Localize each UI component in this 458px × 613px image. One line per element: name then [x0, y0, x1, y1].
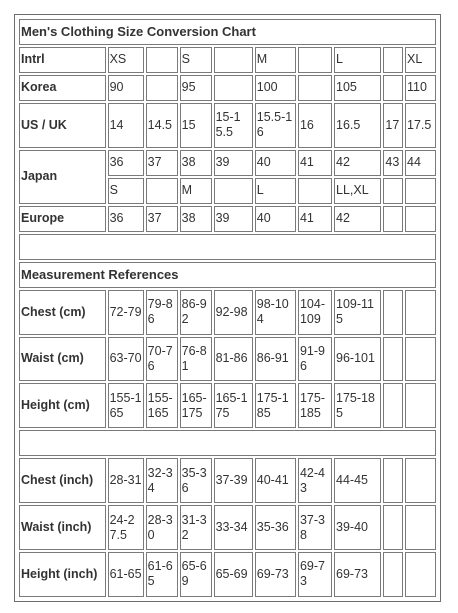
size-cell: 76-81	[180, 337, 212, 382]
size-cell	[383, 552, 403, 597]
size-cell: 37-39	[214, 458, 253, 503]
size-cell: 17	[383, 103, 403, 148]
size-cell	[383, 178, 403, 204]
size-cell: 72-79	[108, 290, 144, 335]
size-cell: 42	[334, 150, 381, 176]
size-cell: 44-45	[334, 458, 381, 503]
size-cell: M	[255, 47, 296, 73]
row-label: Korea	[19, 75, 106, 101]
size-cell: 63-70	[108, 337, 144, 382]
row-korea	[19, 75, 436, 101]
size-cell: 35-36	[255, 505, 296, 550]
row-inch	[19, 505, 436, 550]
size-cell	[383, 458, 403, 503]
size-cell	[383, 383, 403, 428]
size-cell: S	[108, 178, 144, 204]
size-cell	[146, 178, 178, 204]
size-cell: 79-86	[146, 290, 178, 335]
size-cell: 81-86	[214, 337, 253, 382]
measurement-title-cell: Measurement References	[19, 262, 436, 288]
size-cell: XL	[405, 47, 436, 73]
size-cell: 33-34	[214, 505, 253, 550]
size-cell: 69-73	[255, 552, 296, 597]
size-cell: 95	[180, 75, 212, 101]
size-cell: 69-73	[298, 552, 332, 597]
size-cell: 35-36	[180, 458, 212, 503]
size-cell	[405, 290, 436, 335]
size-cell: 175-185	[255, 383, 296, 428]
size-cell	[383, 206, 403, 232]
size-cell	[405, 337, 436, 382]
size-cell: 155-165	[108, 383, 144, 428]
size-cell: 28-31	[108, 458, 144, 503]
size-cell: 16.5	[334, 103, 381, 148]
size-cell: 65-69	[214, 552, 253, 597]
row-japan-numeric	[19, 150, 436, 176]
row-label: Waist (inch)	[19, 505, 106, 550]
size-cell	[383, 505, 403, 550]
size-cell: LL,XL	[334, 178, 381, 204]
size-cell: 96-101	[334, 337, 381, 382]
size-cell: 175-185	[334, 383, 381, 428]
size-cell: 41	[298, 150, 332, 176]
size-cell	[405, 178, 436, 204]
chart-title-cell: Men's Clothing Size Conversion Chart	[19, 19, 436, 45]
size-cell	[214, 47, 253, 73]
size-cell: 39	[214, 206, 253, 232]
size-cell: S	[180, 47, 212, 73]
size-cell: 32-34	[146, 458, 178, 503]
size-cell: 165-175	[214, 383, 253, 428]
size-cell: 42-43	[298, 458, 332, 503]
size-cell: 165-175	[180, 383, 212, 428]
size-cell	[383, 337, 403, 382]
size-cell: 16	[298, 103, 332, 148]
size-cell: 39	[214, 150, 253, 176]
spacer-row-1	[19, 234, 436, 260]
size-cell: XS	[108, 47, 144, 73]
size-cell	[214, 178, 253, 204]
size-cell: 91-96	[298, 337, 332, 382]
size-cell: 41	[298, 206, 332, 232]
size-cell: L	[334, 47, 381, 73]
row-label: Height (cm)	[19, 383, 106, 428]
size-cell: 90	[108, 75, 144, 101]
row-inch	[19, 458, 436, 503]
size-cell: 100	[255, 75, 296, 101]
size-cell: 61-65	[146, 552, 178, 597]
row-label: Waist (cm)	[19, 337, 106, 382]
size-cell: 28-30	[146, 505, 178, 550]
size-cell	[298, 75, 332, 101]
size-cell: 42	[334, 206, 381, 232]
size-cell	[146, 47, 178, 73]
measurement-title	[19, 262, 436, 288]
size-cell: M	[180, 178, 212, 204]
size-cell	[146, 75, 178, 101]
row-cm	[19, 383, 436, 428]
size-cell: 38	[180, 150, 212, 176]
size-cell: 69-73	[334, 552, 381, 597]
size-cell	[405, 458, 436, 503]
size-cell: 110	[405, 75, 436, 101]
size-cell	[214, 75, 253, 101]
size-cell: 98-104	[255, 290, 296, 335]
size-cell: 15	[180, 103, 212, 148]
size-cell	[405, 206, 436, 232]
row-label: US / UK	[19, 103, 106, 148]
size-cell: 86-91	[255, 337, 296, 382]
size-cell: 109-115	[334, 290, 381, 335]
size-cell: 40	[255, 150, 296, 176]
size-chart-frame	[14, 14, 441, 602]
size-cell: 86-92	[180, 290, 212, 335]
chart-title	[19, 19, 436, 45]
row-label: Japan	[19, 150, 106, 204]
size-cell: 70-76	[146, 337, 178, 382]
size-cell: 15.5-16	[255, 103, 296, 148]
size-cell: 104-109	[298, 290, 332, 335]
size-cell	[405, 505, 436, 550]
size-cell: 105	[334, 75, 381, 101]
size-cell: 15-15.5	[214, 103, 253, 148]
size-cell	[383, 47, 403, 73]
size-cell: 43	[383, 150, 403, 176]
row-intrl	[19, 47, 436, 73]
row-us-uk	[19, 103, 436, 148]
size-cell: 40	[255, 206, 296, 232]
size-cell: 92-98	[214, 290, 253, 335]
size-cell: 44	[405, 150, 436, 176]
row-cm	[19, 290, 436, 335]
size-cell: 37	[146, 150, 178, 176]
size-cell	[383, 290, 403, 335]
size-cell	[298, 178, 332, 204]
size-cell	[298, 47, 332, 73]
size-conversion-table	[17, 17, 438, 599]
spacer-row-1-cell	[19, 234, 436, 260]
size-cell	[405, 552, 436, 597]
size-cell: 175-185	[298, 383, 332, 428]
row-inch	[19, 552, 436, 597]
size-cell: 37	[146, 206, 178, 232]
size-cell: 65-69	[180, 552, 212, 597]
row-label: Europe	[19, 206, 106, 232]
size-cell: 24-27.5	[108, 505, 144, 550]
size-cell	[405, 383, 436, 428]
row-europe	[19, 206, 436, 232]
size-cell: 36	[108, 150, 144, 176]
size-cell: 14.5	[146, 103, 178, 148]
size-cell: 31-32	[180, 505, 212, 550]
size-cell: 155-165	[146, 383, 178, 428]
row-label: Chest (inch)	[19, 458, 106, 503]
row-cm	[19, 337, 436, 382]
row-label: Height (inch)	[19, 552, 106, 597]
spacer-row-2-cell	[19, 430, 436, 456]
size-cell: 61-65	[108, 552, 144, 597]
size-cell: 37-38	[298, 505, 332, 550]
size-cell: 40-41	[255, 458, 296, 503]
size-cell: 38	[180, 206, 212, 232]
row-label: Chest (cm)	[19, 290, 106, 335]
row-label: Intrl	[19, 47, 106, 73]
size-cell: 39-40	[334, 505, 381, 550]
size-cell: 17.5	[405, 103, 436, 148]
size-cell: L	[255, 178, 296, 204]
spacer-row-2	[19, 430, 436, 456]
size-cell: 36	[108, 206, 144, 232]
size-cell	[383, 75, 403, 101]
size-cell: 14	[108, 103, 144, 148]
